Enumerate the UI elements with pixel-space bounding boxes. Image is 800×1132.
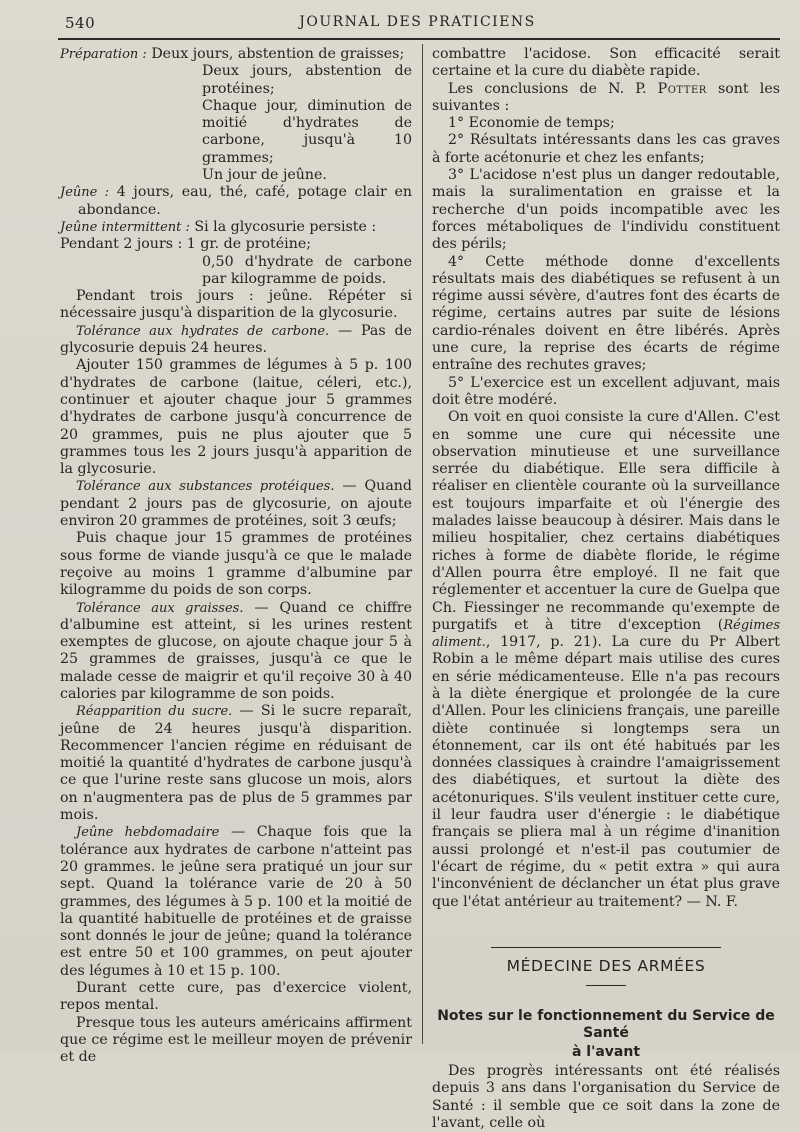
column-divider: [422, 44, 423, 1044]
conclusion-3: 3° L'acidose n'est plus un danger redoutable, mais la suralimentation en graisse et la recherche d'un poids incompatible avec les forces métaboliques de l'individu constituent des périls;: [432, 167, 780, 253]
reapparition-paragraph: [60, 703, 412, 824]
intermittent-text: Si la glycosurie persiste :: [194, 218, 377, 235]
conclusion-5: 5° L'exercice est un excellent adjuvant, mais doit être modéré.: [432, 374, 780, 408]
conclusion-1: 1° Economie de temps;: [448, 115, 615, 132]
presque-paragraph: Presque tous les auteurs américains affirment que ce régime est le meilleur moyen de prévenir et de: [60, 1014, 412, 1066]
pendant-2-jours-detail: 0,50 d'hydrate de carbone par kilogramme de poids.: [202, 253, 412, 287]
allen-paragraph: [432, 409, 780, 911]
article-title-line-1: Notes sur le fonctionnement du Service de Santé: [437, 1008, 775, 1042]
conclusions-text-b: sont les suivantes :: [432, 80, 781, 114]
jeune-label: Jeûne :: [60, 185, 110, 201]
preparation-item-3: Chaque jour, diminution de moitié d'hydrates de carbone, jusqu'à 10 grammes;: [202, 97, 412, 166]
right-column: [432, 46, 780, 1132]
tolerance-graisses-label: Tolérance aux graisses.: [76, 600, 244, 616]
conclusions-text-a: Les conclusions de N. P.: [448, 80, 658, 97]
tolerance-hydrates-label: Tolérance aux hydrates de carbone.: [76, 323, 330, 339]
intermittent-label: Jeûne intermittent :: [60, 219, 190, 235]
journal-title: JOURNAL DES PRATICIENS: [299, 14, 536, 30]
preparation-item-4: Un jour de jeûne.: [202, 167, 327, 184]
pendant-2-jours: Pendant 2 jours : 1 gr. de protéine;: [60, 236, 312, 253]
durant-paragraph: Durant cette cure, pas d'exercice violent, repos mental.: [60, 980, 412, 1014]
tolerance-proteines-label: Tolérance aux substances protéiques.: [76, 479, 335, 495]
combattre-paragraph: combattre l'acidose. Son efficacité serait certaine et la cure du diabète rapide.: [432, 46, 780, 80]
left-column: [60, 46, 412, 1067]
tolerance-hydrates-text: — Pas de glycosurie depuis 24 heures.: [60, 322, 412, 357]
hebdomadaire-label: Jeûne hebdomadaire: [76, 825, 220, 841]
tolerance-hydrates-paragraph: [60, 323, 412, 358]
tolerance-proteines-text: — Quand pendant 2 jours pas de glycosurie, on ajoute environ 20 grammes de protéines, soit 3 œufs;: [60, 478, 412, 530]
ajouter-paragraph: Ajouter 150 grammes de légumes à 5 p. 100 d'hydrates de carbone (laitue, céleri, etc.), continuer et ajouter chaque jour 5 grammes d'hydrates de carbone jusqu'à concurrence de 20 grammes, puis ne plus ajouter que 5 grammes tous les 2 jours jusqu'à apparition de la glycosurie.: [60, 357, 412, 478]
preparation-label: Préparation :: [60, 47, 147, 62]
section-rule-top: [491, 947, 721, 948]
page-header: [55, 8, 780, 38]
section-rule-bottom: [586, 985, 626, 986]
article-intro: Des progrès intéressants ont été réalisés depuis 3 ans dans l'organisation du Service de Santé : il semble que ce soit dans la zone de l'avant, celle où: [432, 1063, 780, 1132]
pendant-3-jours: Pendant trois jours : jeûne. Répéter si nécessaire jusqu'à disparition de la glycosurie.: [60, 288, 412, 322]
page-number: 540: [65, 14, 96, 32]
tolerance-proteines-paragraph: [60, 478, 412, 530]
potter-name: Potter: [657, 80, 707, 97]
puis-paragraph: Puis chaque jour 15 grammes de protéines sous forme de viande jusqu'à ce que le malade reçoive au moins 1 gramme d'albumine par kilogramme du poids de son corps.: [60, 530, 412, 599]
conclusion-2: 2° Résultats intéressants dans les cas graves à forte acétonurie et chez les enfants;: [432, 132, 780, 166]
preparation-item-1: Deux jours, abstention de graisses;: [151, 46, 405, 62]
preparation-item-2: Deux jours, abstention de protéines;: [202, 63, 412, 97]
conclusion-4: 4° Cette méthode donne d'excellents résultats mais des diabétiques se refusent à un régime aussi sévère, d'autres font des écarts de régime, certains autres par suite de lésions cardio-rénales doivent en être libérés. Après une cure, la reprise des écarts de régime entraîne des rechutes graves;: [432, 253, 780, 374]
hebdomadaire-paragraph: [60, 824, 412, 980]
section-title: MÉDECINE DES ARMÉES: [506, 956, 706, 975]
allen-text-a: On voit en quoi consiste la cure d'Allen. C'est en somme une cure qui nécessite une observation minutieuse et une surveillance serrée du diabétique. Elle sera difficile à réaliser en clientèle courante où la surveillance est toujours imparfaite et où l'énergie des malades laisse beaucoup à désirer. Mais dans le milieu hospitalier, chez certains diabétiques riches à forme de diabète floride, le régime d'Allen pourra être employé. Il ne fait que réglementer et accentuer la cure de Guelpa que Ch. Fiessinger ne recommande qu'exempte de purgatifs et à titre d'exception (: [432, 409, 780, 633]
allen-text-b: , 1917, p. 21). La cure du Pr Albert Robin a le même départ mais utilise des cures en série médicamenteuse. Elle n'a pas recours à la diète énergique et prolongée de la cure d'Allen. Pour les cliniciens français, une pareille diète continuée si longtemps sera un étonnement, car ils ont été habitués par les données classiques à craindre l'amaigrissement des diabétiques, et surtout la diète des acétonuriques. S'ils veulent instituer cette cure, il leur faudra user d'énergie : le diabétique français se pliera mal à un régime d'inanition aussi prolongé et n'est-il pas coutumier de l'écart de régime, du « petit extra » qui aura l'inconvénient de déclancher un état plus grave que l'état antérieur au traitement? — N. F.: [432, 634, 780, 910]
jeune-text: 4 jours, eau, thé, café, potage clair en abondance.: [78, 184, 413, 218]
intermittent-paragraph: [60, 219, 412, 236]
article-title-line-2: à l'avant: [571, 1044, 641, 1061]
preparation-line-1: [60, 46, 412, 63]
tolerance-graisses-paragraph: [60, 600, 412, 704]
tolerance-graisses-text: — Quand ce chiffre d'albumine est atteint, si les urines restent exemptes de glucose, on ajoute chaque jour 5 à 25 grammes de graisses, jusqu'à ce que le malade cesse de maigrir et qu'il reçoive 30 à 40 calories par kilogramme de son poids.: [60, 599, 412, 702]
hebdomadaire-text: — Chaque fois que la tolérance aux hydrates de carbone n'atteint pas 20 grammes. le jeûne sera pratiqué un jour sur sept. Quand la tolérance varie de 20 à 50 grammes, des légumes à 5 p. 100 et la moitié de la quantité habituelle de protéines et de graisse sont donnés le jour de jeûne; quand la tolérance est entre 50 et 100 grammes, on peut ajouter des légumes à 10 et 15 p. 100.: [60, 824, 412, 979]
reapparition-label: Réapparition du sucre.: [76, 704, 233, 720]
regimes-reference: Régimes aliment.: [432, 617, 780, 651]
reapparition-text: — Si le sucre reparaît, jeûne de 24 heures jusqu'à disparition. Recommencer l'ancien régime en réduisant de moitié la quantité d'hydrates de carbone jusqu'à ce que l'urine reste sans glucose un mois, alors on n'augmentera pas de plus de 5 grammes par mois.: [60, 703, 412, 824]
jeune-paragraph: [60, 184, 412, 219]
header-rule: [58, 38, 780, 40]
conclusions-paragraph: [432, 81, 780, 116]
